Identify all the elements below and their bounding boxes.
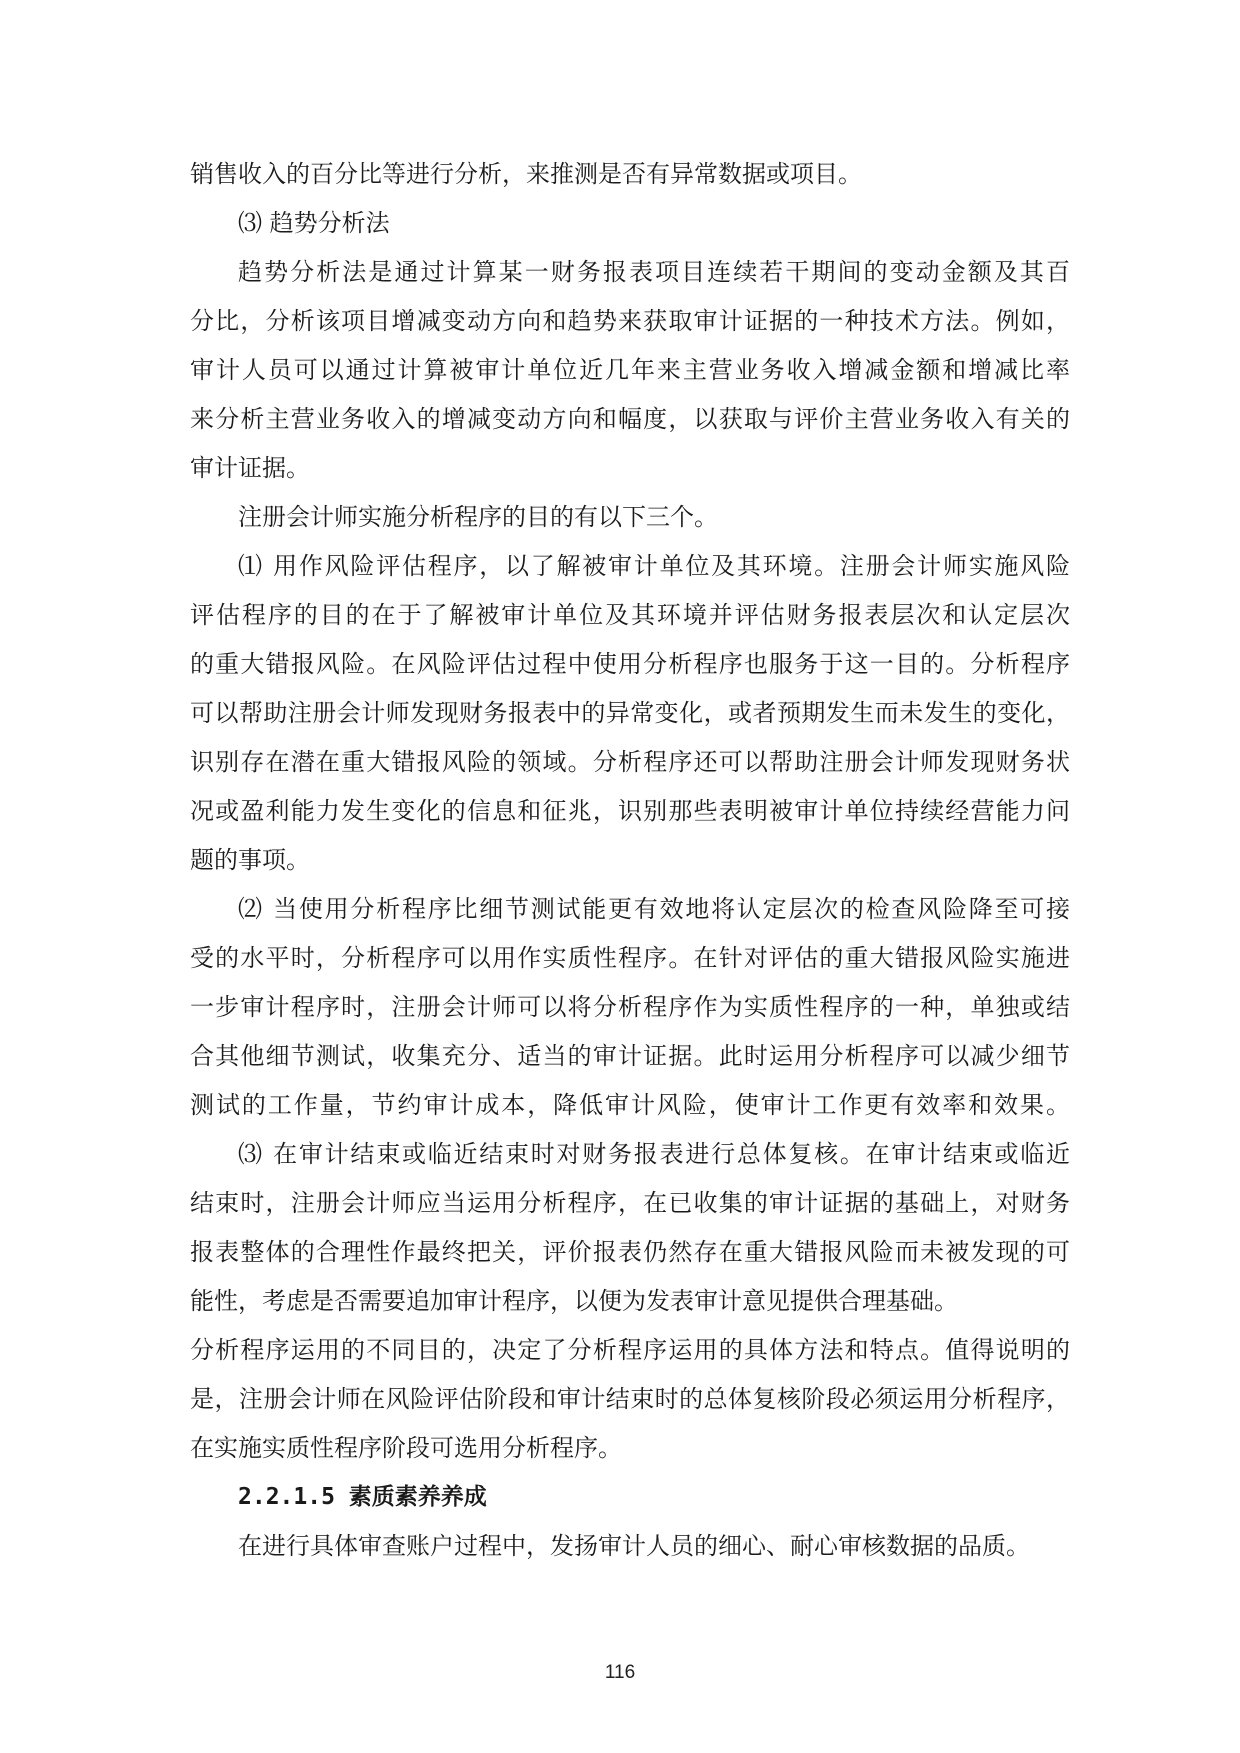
page-number: 116: [604, 1662, 636, 1683]
text-line: 可以帮助注册会计师发现财务报表中的异常变化，或者预期发生而未发生的变化，: [190, 699, 1070, 727]
text-line: 报表整体的合理性作最终把关，评价报表仍然存在重大错报风险而未被发现的可: [190, 1238, 1070, 1266]
text-line: 况或盈利能力发生变化的信息和征兆，识别那些表明被审计单位持续经营能力问: [190, 797, 1070, 825]
text-line: 分析程序运用的不同目的，决定了分析程序运用的具体方法和特点。值得说明的: [190, 1336, 1070, 1364]
text-line: 注册会计师实施分析程序的目的有以下三个。: [238, 503, 718, 531]
text-line: 题的事项。: [190, 846, 310, 874]
text-line: 识别存在潜在重大错报风险的领域。分析程序还可以帮助注册会计师发现财务状: [190, 748, 1070, 776]
text-line: 是，注册会计师在风险评估阶段和审计结束时的总体复核阶段必须运用分析程序，: [190, 1385, 1070, 1413]
text-line: 受的水平时，分析程序可以用作实质性程序。在针对评估的重大错报风险实施进: [190, 944, 1070, 972]
text-line: 合其他细节测试，收集充分、适当的审计证据。此时运用分析程序可以减少细节: [190, 1042, 1070, 1070]
text-line: 分比，分析该项目增减变动方向和趋势来获取审计证据的一种技术方法。例如，: [190, 307, 1070, 335]
text-line: 一步审计程序时，注册会计师可以将分析程序作为实质性程序的一种，单独或结: [190, 993, 1070, 1021]
text-line: 在进行具体审查账户过程中，发扬审计人员的细心、耐心审核数据的品质。: [238, 1532, 1030, 1560]
text-line: ⑵ 当使用分析程序比细节测试能更有效地将认定层次的检查风险降至可接: [238, 895, 1070, 923]
text-line: 能性，考虑是否需要追加审计程序，以便为发表审计意见提供合理基础。: [190, 1287, 958, 1315]
text-line: 测试的工作量，节约审计成本，降低审计风险，使审计工作更有效率和效果。: [190, 1091, 1070, 1119]
text-line: 审计人员可以通过计算被审计单位近几年来主营业务收入增减金额和增减比率: [190, 356, 1070, 384]
text-line: 的重大错报风险。在风险评估过程中使用分析程序也服务于这一目的。分析程序: [190, 650, 1070, 678]
text-line: ⑶ 在审计结束或临近结束时对财务报表进行总体复核。在审计结束或临近: [238, 1140, 1070, 1168]
text-line: ⑴ 用作风险评估程序，以了解被审计单位及其环境。注册会计师实施风险: [238, 552, 1070, 580]
text-line: 结束时，注册会计师应当运用分析程序，在已收集的审计证据的基础上，对财务: [190, 1189, 1070, 1217]
text-line: 趋势分析法是通过计算某一财务报表项目连续若干期间的变动金额及其百: [238, 258, 1070, 286]
section-heading: 2.2.1.5 素质素养养成: [238, 1484, 487, 1510]
text-line: ⑶ 趋势分析法: [238, 209, 390, 237]
body-text: [190, 150, 1070, 1571]
text-line: 审计证据。: [190, 454, 310, 482]
text-line: 销售收入的百分比等进行分析，来推测是否有异常数据或项目。: [190, 160, 862, 188]
text-line: 来分析主营业务收入的增减变动方向和幅度，以获取与评价主营业务收入有关的: [190, 405, 1070, 433]
text-line: 在实施实质性程序阶段可选用分析程序。: [190, 1434, 622, 1462]
text-line: 评估程序的目的在于了解被审计单位及其环境并评估财务报表层次和认定层次: [190, 601, 1070, 629]
